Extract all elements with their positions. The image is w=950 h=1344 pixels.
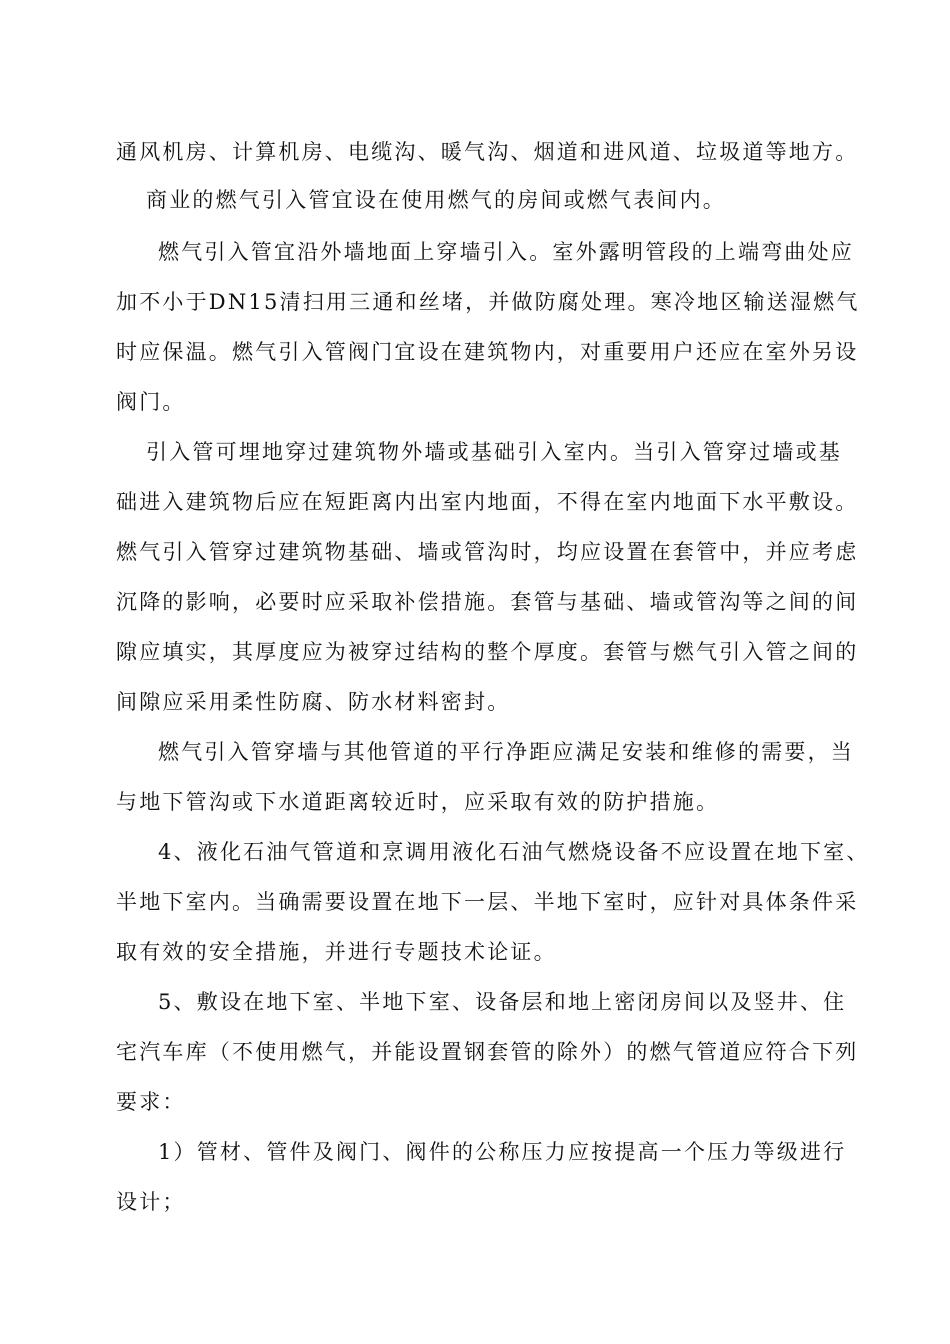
text-line: 阀门。 (116, 390, 186, 414)
text-line: 础进入建筑物后应在短距离内出室内地面，不得在室内地面下水平敷设。 (116, 490, 859, 514)
text-line: 引入管可埋地穿过建筑物外墙或基础引入室内。当引入管穿过墙或基 (146, 440, 842, 464)
text-line: 燃气引入管穿墙与其他管道的平行净距应满足安装和维修的需要，当 (158, 740, 854, 764)
text-line: 半地下室内。当确需要设置在地下一层、半地下室时，应针对具体条件采 (116, 890, 859, 914)
text-line: 商业的燃气引入管宜设在使用燃气的房间或燃气表间内。 (146, 188, 726, 212)
text-line: 燃气引入管宜沿外墙地面上穿墙引入。室外露明管段的上端弯曲处应 (158, 240, 854, 264)
text-line: 宅汽车库（不使用燃气，并能设置钢套管的除外）的燃气管道应符合下列 (116, 1040, 859, 1064)
text-line: 通风机房、计算机房、电缆沟、暖气沟、烟道和进风道、垃圾道等地方。 (116, 140, 859, 164)
text-line: 4、液化石油气管道和烹调用液化石油气燃烧设备不应设置在地下室、 (158, 840, 870, 864)
text-line: 5、敷设在地下室、半地下室、设备层和地上密闭房间以及竖井、住 (158, 990, 847, 1014)
text-line: 间隙应采用柔性防腐、防水材料密封。 (116, 690, 511, 714)
text-line: 加不小于DN15清扫用三通和丝堵，并做防腐处理。寒冷地区输送湿燃气 (116, 290, 860, 314)
text-line: 要求： (116, 1090, 186, 1114)
text-line: 与地下管沟或下水道距离较近时，应采取有效的防护措施。 (116, 790, 720, 814)
text-line: 时应保温。燃气引入管阀门宜设在建筑物内，对重要用户还应在室外另设 (116, 340, 859, 364)
text-line: 沉降的影响，必要时应采取补偿措施。套管与基础、墙或管沟等之间的间 (116, 590, 859, 614)
text-line: 燃气引入管穿过建筑物基础、墙或管沟时，均应设置在套管中，并应考虑 (116, 540, 859, 564)
text-line: 设计； (116, 1190, 186, 1214)
text-line: 取有效的安全措施，并进行专题技术论证。 (116, 940, 557, 964)
text-line: 1）管材、管件及阀门、阀件的公称压力应按提高一个压力等级进行 (158, 1140, 847, 1164)
text-line: 隙应填实，其厚度应为被穿过结构的整个厚度。套管与燃气引入管之间的 (116, 640, 859, 664)
